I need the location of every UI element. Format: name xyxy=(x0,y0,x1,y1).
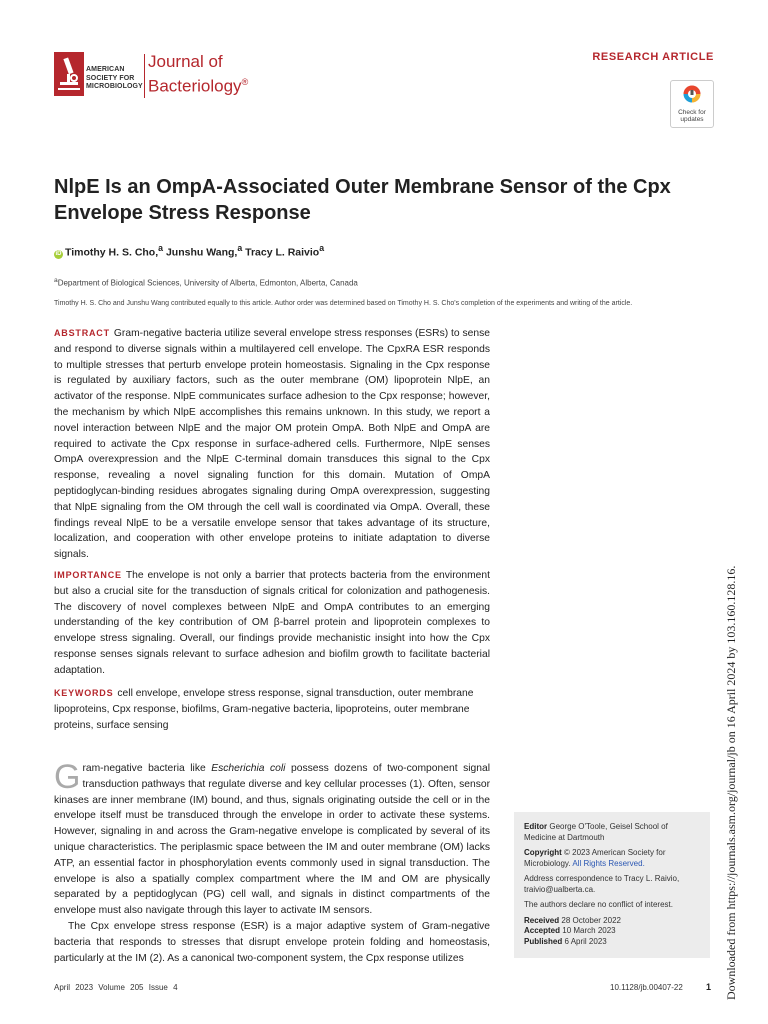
logo-divider xyxy=(144,54,145,98)
issue-info: April 2023 Volume 205 Issue 4 xyxy=(54,983,178,992)
microscope-logo-icon xyxy=(54,52,84,96)
importance-text: The envelope is not only a barrier that protects bacteria from the environment but also a crucial site for the transduction of signals critical for colonization and pathogenesis. The discovery of novel complexes between NlpE and OmpA contributes to an emerging understanding of the key contribution of OM β-barrel protein and lipoprotein complexes to envelope stress signaling. Overall, our findings provide mechanistic insight into how the Cpx response senses signals relevant to surface adhesion and biofilm growth to facilitate bacterial adaptation. xyxy=(54,570,490,676)
paragraph: Gram-negative bacteria like Escherichia coli possess dozens of two-component signal transduction pathways that regulate diverse and key cellular processes (1). Often, sensor kinases are inner membrane (IM) bound, and thus, signals originating outside the cell or in the envelope itself must be transduced through the envelope in order to activate these systems. However, signaling in and across the Gram-negative envelope is complicated by several of its unique characteristics. The periplasmic space between the IM and outer membrane (OM) lacks ATP, an essential factor in phosphorylation events commonly used in signal transduction. The envelope is also a spatially complex compartment where the IM and OM are physically separated by a peptidoglycan (PG) cell wall, and signals in distinct compartments of the envelope must also navigate through this layer to activate IM sensors. xyxy=(54,758,490,917)
keywords-label: KEYWORDS xyxy=(54,688,114,698)
affiliation: $^a$Department of Biological Sciences, University of Alberta, Edmonton, Alberta, Canada xyxy=(54,277,358,288)
author-list: iD Timothy H. S. Cho,$^a$ Junshu Wang,$^a$ Tracy L. Raivio$^a$ xyxy=(55,243,325,259)
body-text xyxy=(54,758,490,966)
keywords xyxy=(54,686,490,733)
article-info-sidebar xyxy=(514,812,710,958)
conflict-statement: The authors declare no conflict of interest. xyxy=(524,900,673,909)
download-note: Downloaded from https://journals.asm.org/journal/jb on 16 April 2024 by 103.160.128.16. xyxy=(724,565,738,1000)
paragraph: The Cpx envelope stress response (ESR) is a major adaptive system of Gram-negative bacteria that responds to stresses that disrupt envelope protein folding and homeostasis, particularly at the IM (2). As a canonical two-component system, the Cpx response utilizes xyxy=(54,920,490,964)
author-name[interactable]: Tracy L. Raivio xyxy=(245,246,320,259)
society-name: AMERICAN SOCIETY FOR MICROBIOLOGY xyxy=(86,66,143,90)
doi[interactable]: 10.1128/jb.00407-22 xyxy=(610,983,683,992)
equal-contribution-note: Timothy H. S. Cho and Junshu Wang contributed equally to this article. Author order was determined based on Timothy H. S. Cho's completion of the experiments and writing of the article. xyxy=(54,300,633,307)
copyright-info: Copyright © 2023 American Society for Microbiology. All Rights Reserved. xyxy=(524,848,666,868)
check-for-updates-button[interactable] xyxy=(670,80,714,128)
abstract-label: ABSTRACT xyxy=(54,328,110,338)
author-name[interactable]: Timothy H. S. Cho, xyxy=(65,246,159,259)
page-number: 1 xyxy=(706,982,712,992)
editor-info: Editor George O'Toole, Geisel School of Medicine at Dartmouth xyxy=(524,822,668,842)
rights-link[interactable]: All Rights Reserved. xyxy=(572,858,645,868)
dropcap: G xyxy=(54,758,81,796)
orcid-icon[interactable]: iD xyxy=(55,250,62,257)
abstract xyxy=(54,326,490,563)
published-date: Published 6 April 2023 xyxy=(524,936,607,946)
keywords-text: cell envelope, envelope stress response, signal transduction, outer membrane lipoproteins, Cpx response, biofilms, Gram-negative bacteria, lipoproteins, outer membrane proteins, surface sensing xyxy=(54,688,474,731)
received-date: Received 28 October 2022 xyxy=(524,915,621,925)
article-title: NlpE Is an OmpA-Associated Outer Membrane Sensor of the Cpx Envelope Stress Response xyxy=(54,176,671,224)
crossmark-icon xyxy=(683,85,701,103)
check-updates-label: Check for updates xyxy=(678,109,706,123)
abstract-text: Gram-negative bacteria utilize several envelope stress responses (ESRs) to sense and respond to diverse signals within a multilayered cell envelope. The CpxRA ESR responds to multiple stresses that perturb envelope protein homeostasis. Signaling in the Cpx response is regulated by auxiliary factors, such as the outer membrane (OM) lipoprotein NlpE, an activator of the response. NlpE communicates surface adhesion to the Cpx response; however, the mechanism by which NlpE accomplishes this remains unknown. In this study, we report a novel interaction between NlpE and the major OM protein OmpA. Both NlpE and OmpA are required to activate the Cpx response in surface-adhered cells. Furthermore, NlpE senses OmpA overexpression and the NlpE C-terminal domain transduces this signal to the Cpx response, revealing a novel signaling function for this domain. Mutation of OmpA peptidoglycan-binding residues abrogates signaling during OmpA overexpression, suggesting that NlpE signaling from the OM through the cell wall is coordinated via OmpA. Overall, these findings reveal NlpE to be a versatile envelope sensor that takes advantage of its structure, localization, and cooperation with other envelope proteins to initiate adaptation to diverse signals. xyxy=(54,328,490,561)
correspondence: Address correspondence to Tracy L. Raivio, traivio@ualberta.ca. xyxy=(524,874,680,894)
importance xyxy=(54,568,490,679)
author-name[interactable]: Junshu Wang, xyxy=(165,246,238,259)
journal-name[interactable]: Journal of Bacteriology® xyxy=(148,52,249,96)
importance-label: IMPORTANCE xyxy=(54,570,122,580)
accepted-date: Accepted 10 March 2023 xyxy=(524,926,616,935)
article-type: RESEARCH ARTICLE xyxy=(592,51,714,63)
